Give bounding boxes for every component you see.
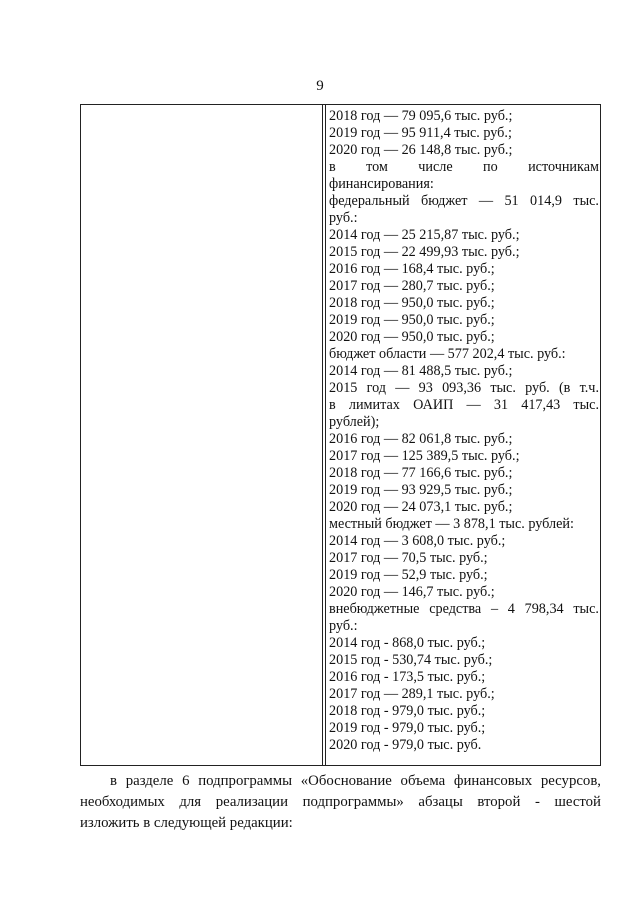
column-divider <box>322 105 323 765</box>
word: числе <box>418 159 453 175</box>
funding-line <box>329 601 599 618</box>
funding-line <box>329 159 599 176</box>
funding-line: местный бюджет — 3 878,1 тыс. рублей: <box>329 516 574 532</box>
word: второй <box>477 794 521 810</box>
word: «Обоснование <box>300 773 392 789</box>
word: тыс. <box>490 380 516 396</box>
word: 014,9 <box>530 193 562 209</box>
paragraph-line <box>80 792 601 813</box>
funding-line: 2019 год - 979,0 тыс. руб.; <box>329 720 486 736</box>
word: подпрограммы <box>198 773 293 789</box>
funding-line: 2017 год — 70,5 тыс. руб.; <box>329 550 488 566</box>
paragraph-line <box>80 771 601 792</box>
funding-line: 2017 год — 125 389,5 тыс. руб.; <box>329 448 520 464</box>
word: – <box>490 601 499 617</box>
word: 2015 <box>329 380 358 396</box>
word: — <box>478 193 494 209</box>
funding-line: 2019 год — 950,0 тыс. руб.; <box>329 312 495 328</box>
word: тыс. <box>573 601 599 617</box>
word: внебюджетные <box>329 601 420 617</box>
funding-line: 2018 год — 79 095,6 тыс. руб.; <box>329 108 513 124</box>
funding-line: 2015 год — 22 499,93 тыс. руб.; <box>329 244 520 260</box>
funding-line <box>329 397 599 414</box>
word: в <box>110 773 117 789</box>
word: подпрограммы» <box>302 794 404 810</box>
funding-line: 2018 год — 950,0 тыс. руб.; <box>329 295 495 311</box>
word: 093,36 <box>442 380 482 396</box>
funding-line: 2016 год — 168,4 тыс. руб.; <box>329 261 495 277</box>
funding-line: 2014 год — 3 608,0 тыс. руб.; <box>329 533 506 549</box>
word: - <box>534 794 540 810</box>
word: ресурсов, <box>540 773 601 789</box>
funding-line: 2014 год — 81 488,5 тыс. руб.; <box>329 363 513 379</box>
funding-line: руб.: <box>329 210 358 226</box>
word: 93 <box>418 380 433 396</box>
funding-line: рублей); <box>329 414 380 430</box>
word: абзацы <box>418 794 463 810</box>
amendment-paragraph <box>80 771 601 834</box>
funding-line <box>329 193 599 210</box>
funding-line: 2020 год — 950,0 тыс. руб.; <box>329 329 495 345</box>
word: в <box>329 397 336 413</box>
funding-line: 2017 год — 280,7 тыс. руб.; <box>329 278 495 294</box>
word: год <box>366 380 386 396</box>
funding-line <box>329 380 599 397</box>
word: 51 <box>504 193 519 209</box>
word: средства <box>429 601 482 617</box>
funding-line: 2020 год — 26 148,8 тыс. руб.; <box>329 142 513 158</box>
word: 798,34 <box>524 601 564 617</box>
word: том <box>366 159 388 175</box>
word: для <box>179 794 202 810</box>
word: бюджет <box>421 193 468 209</box>
word: т.ч. <box>579 380 599 396</box>
word: (в <box>558 380 571 396</box>
funding-line: 2014 год - 868,0 тыс. руб.; <box>329 635 486 651</box>
word: источникам <box>528 159 599 175</box>
word: разделе <box>125 773 174 789</box>
funding-line: 2019 год — 52,9 тыс. руб.; <box>329 567 488 583</box>
paragraph-line: изложить в следующей редакции: <box>80 815 293 831</box>
page-number: 9 <box>316 78 324 94</box>
word: руб. <box>525 380 550 396</box>
word: 4 <box>507 601 515 617</box>
funding-line: бюджет области — 577 202,4 тыс. руб.: <box>329 346 566 362</box>
word: реализации <box>215 794 289 810</box>
funding-text-cell <box>329 108 599 754</box>
funding-line: руб.: <box>329 618 358 634</box>
word: — <box>466 397 481 413</box>
funding-line: 2019 год — 93 929,5 тыс. руб.; <box>329 482 513 498</box>
word: необходимых <box>80 794 165 810</box>
word: шестой <box>554 794 601 810</box>
word: 31 <box>493 397 509 413</box>
funding-line: 2016 год - 173,5 тыс. руб.; <box>329 669 486 685</box>
word: лимитах <box>348 397 400 413</box>
word: 6 <box>182 773 190 789</box>
funding-line: 2014 год — 25 215,87 тыс. руб.; <box>329 227 520 243</box>
funding-line: 2015 год - 530,74 тыс. руб.; <box>329 652 493 668</box>
word: по <box>483 159 498 175</box>
column-divider <box>325 105 326 765</box>
word: тыс. <box>573 397 599 413</box>
funding-line: 2018 год — 77 166,6 тыс. руб.; <box>329 465 513 481</box>
word: тыс. <box>573 193 599 209</box>
word: 417,43 <box>521 397 561 413</box>
word: объема <box>400 773 446 789</box>
funding-line: 2020 год — 24 073,1 тыс. руб.; <box>329 499 513 515</box>
word: в <box>329 159 336 175</box>
funding-table <box>80 104 601 766</box>
word: ОАИП <box>413 397 454 413</box>
funding-line: финансирования: <box>329 176 434 192</box>
word: финансовых <box>453 773 533 789</box>
funding-line: 2018 год - 979,0 тыс. руб.; <box>329 703 486 719</box>
funding-line: 2020 год - 979,0 тыс. руб. <box>329 737 482 753</box>
funding-line: 2016 год — 82 061,8 тыс. руб.; <box>329 431 513 447</box>
funding-line: 2017 год — 289,1 тыс. руб.; <box>329 686 495 702</box>
word: — <box>395 380 410 396</box>
word: федеральный <box>329 193 410 209</box>
funding-line: 2020 год — 146,7 тыс. руб.; <box>329 584 495 600</box>
funding-line: 2019 год — 95 911,4 тыс. руб.; <box>329 125 512 141</box>
